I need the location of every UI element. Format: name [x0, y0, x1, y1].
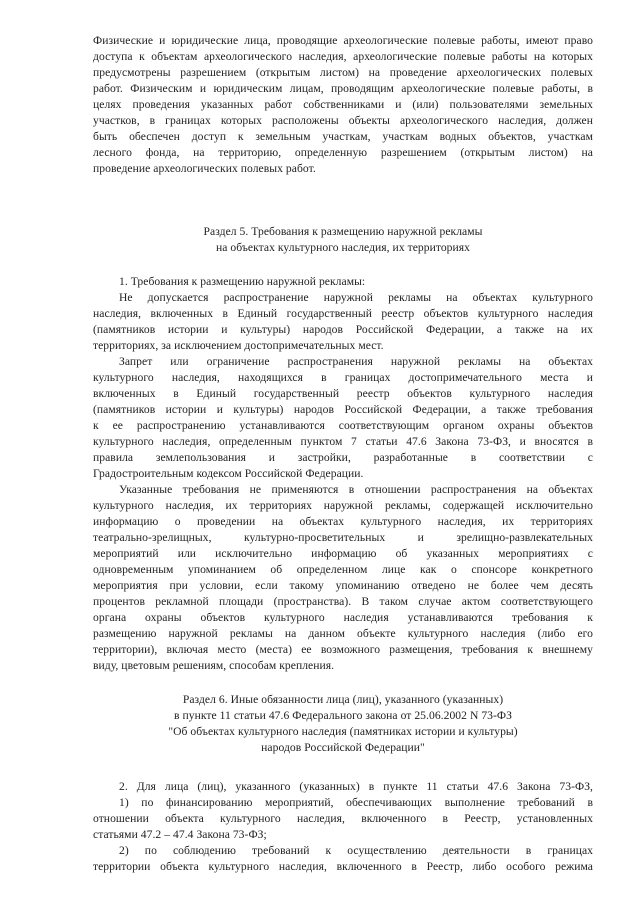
text-line: культурного наследия, определенным пунктом 7 статьи 47.6 Закона 73-ФЗ, и вносятся в	[93, 435, 593, 448]
text-line: 2. Для лица (лиц), указанного (указанных) в пункте 11 статьи 47.6 Закона 73-ФЗ,	[119, 780, 593, 793]
text-line: (памятников истории и культуры) народов Российской Федерации, а также на их	[93, 323, 593, 336]
text-line: размещению наружной рекламы на данном объекте культурного наследия (либо его	[93, 627, 593, 640]
text-line: информацию о проведении на объектах культурного наследия, их территориях	[93, 515, 593, 528]
heading-line: народов Российской Федерации"	[261, 741, 425, 754]
text-line: работ. Физическим и юридическим лицам, проводящим археологические полевые работы, в	[93, 82, 593, 95]
text-line: органа охраны объектов культурного наследия устанавливаются требования к	[93, 611, 593, 624]
text-line: лесного фонда, на территорию, определенную разрешением (открытым листом) на	[93, 146, 593, 159]
text-line: процентов рекламной площади (пространства). В таком случае актом соответствующего	[93, 595, 593, 608]
text-line: участков, в границах которых расположены объекты археологического наследия, должен	[93, 114, 593, 127]
text-line: культурного наследия, их территориях наружной рекламы, содержащей исключительно	[93, 499, 593, 512]
text-line: проведение археологических полевых работ.	[93, 162, 316, 175]
text-line: наследия, включенных в Единый государственный реестр объектов культурного наследия	[93, 307, 593, 320]
text-line: Градостроительным кодексом Российской Федерации.	[93, 467, 364, 480]
text-line: правила землепользования и застройки, разработанные в соответствии с	[93, 451, 593, 464]
text-line: 1. Требования к размещению наружной рекламы:	[119, 275, 366, 288]
text-line: включенных в Единый государственный реестр объектов культурного наследия	[93, 387, 593, 400]
text-line: виду, цветовым решениям, способам крепления.	[93, 659, 335, 672]
text-line: территориях, за исключением достопримечательных мест.	[93, 339, 384, 352]
text-line: целях проведения указанных работ собственниками и (или) пользователями земельных	[93, 98, 593, 111]
heading-line: "Об объектах культурного наследия (памятниках истории и культуры)	[168, 725, 518, 738]
text-line: Запрет или ограничение распространения наружной рекламы на объектах	[119, 355, 593, 368]
text-line: 2) по соблюдению требований к осуществлению деятельности в границах	[119, 844, 593, 857]
text-line: территории объекта культурного наследия, включенного в Реестр, либо особого режима	[93, 860, 593, 873]
text-line: быть обеспечен доступ к земельным участкам, участкам водных объектов, участкам	[93, 130, 593, 143]
text-line: мероприятия при условии, если такому упоминанию отведено не более чем десять	[93, 579, 593, 592]
text-line: предусмотрены разрешением (открытым листом) на проведение археологических полевых	[93, 66, 593, 79]
heading-line: в пункте 11 статьи 47.6 Федерального закона от 25.06.2002 N 73-ФЗ	[174, 709, 512, 722]
text-line: мероприятий или исключительно информацию об указанных мероприятиях с	[93, 547, 593, 560]
text-line: к ее распространению устанавливаются соответствующим органом охраны объектов	[93, 419, 593, 432]
text-line: Указанные требования не применяются в отношении распространения на объектах	[119, 483, 593, 496]
text-line: театрально-зрелищных, культурно-просветительных и зрелищно-развлекательных	[93, 531, 593, 544]
heading-line: на объектах культурного наследия, их территориях	[215, 241, 471, 254]
text-line: отношении объекта культурного наследия, включенного в Реестр, установленных	[93, 812, 593, 825]
text-line: территории), включая место (места) ее возможного размещения, требования к внешнему	[93, 643, 593, 656]
heading-line: Раздел 5. Требования к размещению наружной рекламы	[203, 225, 483, 238]
text-line: культурного наследия, находящихся в границах достопримечательного места и	[93, 371, 593, 384]
text-line: одновременным упоминанием об определенном лице как о спонсоре конкретного	[93, 563, 593, 576]
text-line: Физические и юридические лица, проводящие археологические полевые работы, имеют право	[93, 34, 593, 47]
text-line: Не допускается распространение наружной рекламы на объектах культурного	[119, 291, 593, 304]
text-line: (памятников истории и культуры) народов Российской Федерации, а также требования	[93, 403, 593, 416]
text-line: 1) по финансированию мероприятий, обеспечивающих выполнение требований в	[119, 796, 593, 809]
text-line: статьями 47.2 – 47.4 Закона 73-ФЗ;	[93, 828, 267, 841]
text-line: доступа к объектам археологического наследия, археологические полевые работы на которых	[93, 50, 593, 63]
heading-line: Раздел 6. Иные обязанности лица (лиц), указанного (указанных)	[182, 693, 504, 706]
